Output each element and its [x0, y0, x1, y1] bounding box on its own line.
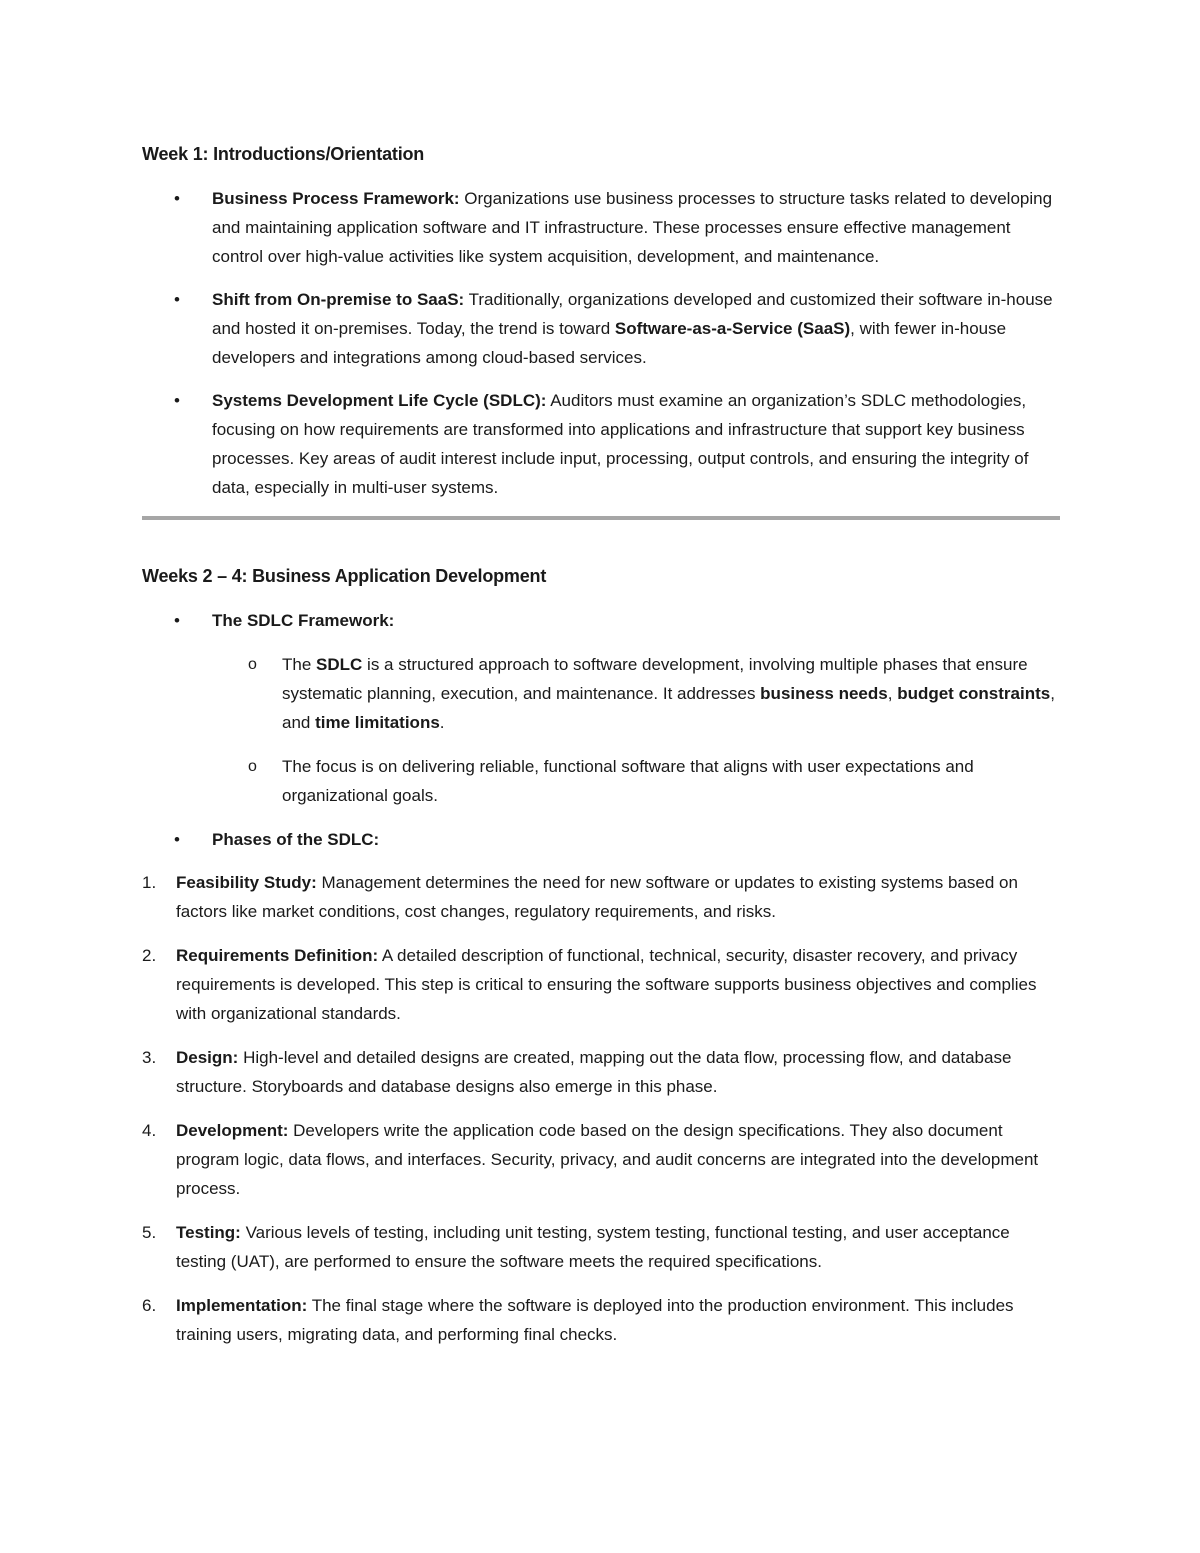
list-item	[142, 386, 1062, 502]
phase-number: 6.	[142, 1296, 157, 1315]
list-item	[142, 1218, 1062, 1276]
list-item	[142, 1291, 1062, 1349]
sub-bold-text: time limitations	[315, 713, 440, 732]
week1-section	[142, 140, 1062, 520]
phase-number: 3.	[142, 1048, 157, 1067]
phase-text: Developers write the application code based on the design specifications. They also document program logic, data flows, and interfaces. Security, privacy, and audit concerns are integrated into the development process.	[176, 1121, 1039, 1198]
phase-text: Management determines the need for new software or updates to existing systems based on factors like market conditions, cost changes, regulatory requirements, and risks.	[176, 873, 1018, 921]
list-item	[142, 1043, 1062, 1101]
weeks2-4-section	[142, 562, 1062, 1349]
phase-number: 5.	[142, 1223, 157, 1242]
phase-number: 4.	[142, 1121, 157, 1140]
sub-text: The focus is on delivering reliable, functional software that aligns with user expectations and organizational goals.	[282, 757, 974, 805]
bullet-text: Organizations use business processes to structure tasks related to developing and maintaining application software and IT infrastructure. These processes ensure effective management control over high-value activities like system acquisition, development, and maintenance.	[212, 189, 1053, 266]
sub-bold-text: budget constraints	[897, 684, 1051, 703]
sub-text: .	[439, 713, 445, 732]
phases-heading: Phases of the SDLC:	[212, 830, 380, 849]
phase-term: Testing:	[176, 1223, 241, 1242]
week1-title: Week 1: Introductions/Orientation	[142, 144, 425, 164]
bullet-icon: •	[174, 391, 180, 410]
bullet-term: Shift from On-premise to SaaS:	[212, 290, 465, 309]
framework-heading: The SDLC Framework:	[212, 611, 395, 630]
sub-text: ,	[887, 684, 898, 703]
bullet-icon: •	[174, 830, 180, 849]
bullet-icon: •	[174, 189, 180, 208]
bullet-term: Business Process Framework:	[212, 189, 460, 208]
phase-text: The final stage where the software is deployed into the production environment. This includes training users, migrating data, and performing final checks.	[176, 1296, 1014, 1344]
list-item	[142, 1116, 1062, 1203]
weeks2-4-title: Weeks 2 – 4: Business Application Development	[142, 566, 547, 586]
phase-term: Design:	[176, 1048, 239, 1067]
phases-list	[142, 868, 1062, 1349]
section-divider	[142, 516, 1060, 520]
phase-text: Various levels of testing, including unit testing, system testing, functional testing, and user acceptance testing (UAT), are performed to ensure the software meets the required specifications.	[176, 1223, 1010, 1271]
bullet-icon: •	[174, 290, 180, 309]
phase-term: Requirements Definition:	[176, 946, 379, 965]
bullet-term: Systems Development Life Cycle (SDLC):	[212, 391, 547, 410]
sub-bold-text: business needs	[760, 684, 888, 703]
sub-text: , and	[282, 684, 1055, 732]
week1-bullet-list	[142, 184, 1062, 502]
list-item	[142, 825, 1062, 854]
phase-text: High-level and detailed designs are created, mapping out the data flow, processing flow, and database structure. Storyboards and database designs also emerge in this phase.	[176, 1048, 1012, 1096]
bullet-text: Auditors must examine an organization’s SDLC methodologies, focusing on how requirements are transformed into applications and infrastructure that support key business processes. Key areas of audit interest include input, processing, output controls, and ensuring the integrity of data, especially in multi-user systems.	[212, 391, 1029, 497]
document-content	[142, 140, 1062, 1364]
weeks2-4-bullet-list	[142, 606, 1062, 854]
bullet-icon: •	[174, 611, 180, 630]
phase-number: 1.	[142, 873, 157, 892]
phase-term: Feasibility Study:	[176, 873, 317, 892]
list-item	[142, 941, 1062, 1028]
sub-text: is a structured approach to software development, involving multiple phases that ensure systematic planning, execution, and maintenance. It addresses	[282, 655, 1028, 703]
bullet-bold-text: Software-as-a-Service (SaaS)	[614, 319, 851, 338]
list-item	[142, 184, 1062, 271]
phase-number: 2.	[142, 946, 157, 965]
framework-sub-list	[212, 650, 1062, 810]
phase-text: A detailed description of functional, technical, security, disaster recovery, and privacy requirements is developed. This step is critical to ensuring the software supports business objectives and complies with organizational standards.	[176, 946, 1037, 1023]
list-item	[212, 650, 1062, 737]
list-item	[142, 606, 1062, 810]
sub-bullet-icon: o	[248, 656, 257, 673]
sub-bold-text: SDLC	[316, 655, 363, 674]
phase-term: Implementation:	[176, 1296, 308, 1315]
phase-term: Development:	[176, 1121, 289, 1140]
sub-text: The	[282, 655, 317, 674]
bullet-text: Traditionally, organizations developed and customized their software in-house and hosted it on-premises. Today, the trend is toward	[212, 290, 1053, 338]
bullet-text: , with fewer in-house developers and integrations among cloud-based services.	[212, 319, 1007, 367]
list-item	[142, 285, 1062, 372]
list-item	[142, 868, 1062, 926]
list-item	[212, 752, 1062, 810]
sub-bullet-icon: o	[248, 758, 257, 775]
